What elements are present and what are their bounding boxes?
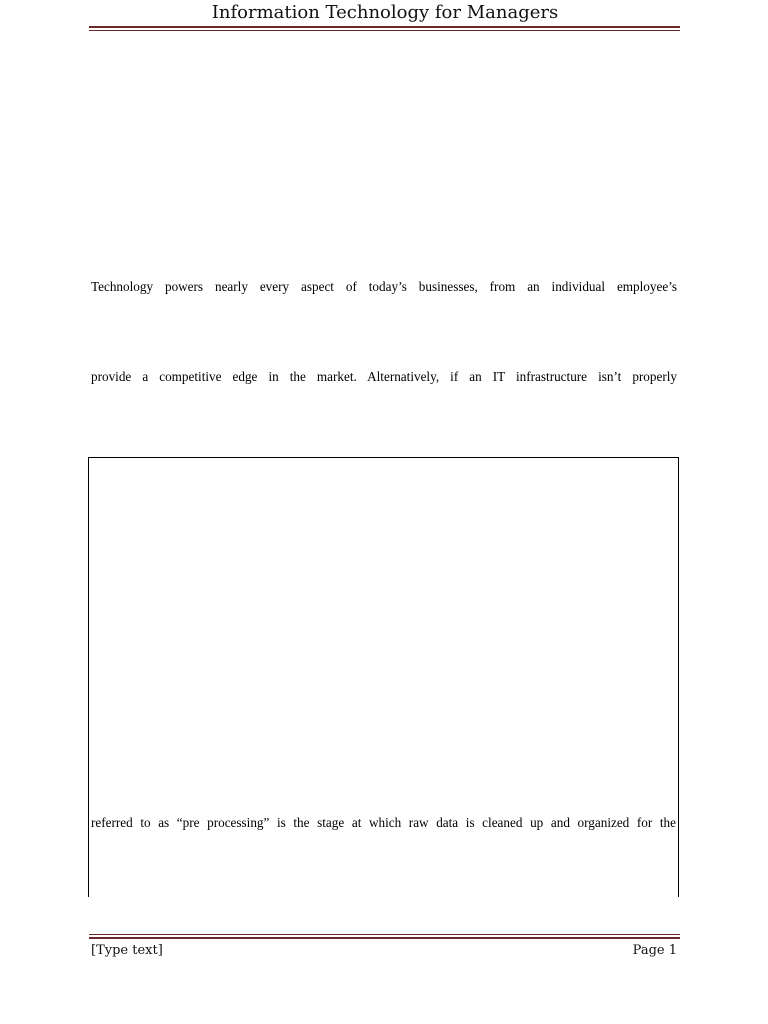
footer-rule-thick xyxy=(89,937,680,939)
header-rule-thin xyxy=(89,30,680,31)
footer-placeholder-text: [Type text] xyxy=(91,943,163,958)
body-text-line-1: Technology powers nearly every aspect of today’s businesses, from an individual employee’s xyxy=(91,279,677,294)
footer-page-number: Page 1 xyxy=(632,943,677,958)
footer-rule-thin xyxy=(89,934,680,935)
text-box xyxy=(88,457,679,897)
header-rule-thick xyxy=(89,26,680,28)
text-box-line: referred to as “pre processing” is the stage at which raw data is cleaned up and organized for the xyxy=(91,815,676,830)
page-header-title: Information Technology for Managers xyxy=(211,2,559,23)
body-text-line-2: provide a competitive edge in the market. Alternatively, if an IT infrastructure isn’t properly xyxy=(91,369,677,384)
